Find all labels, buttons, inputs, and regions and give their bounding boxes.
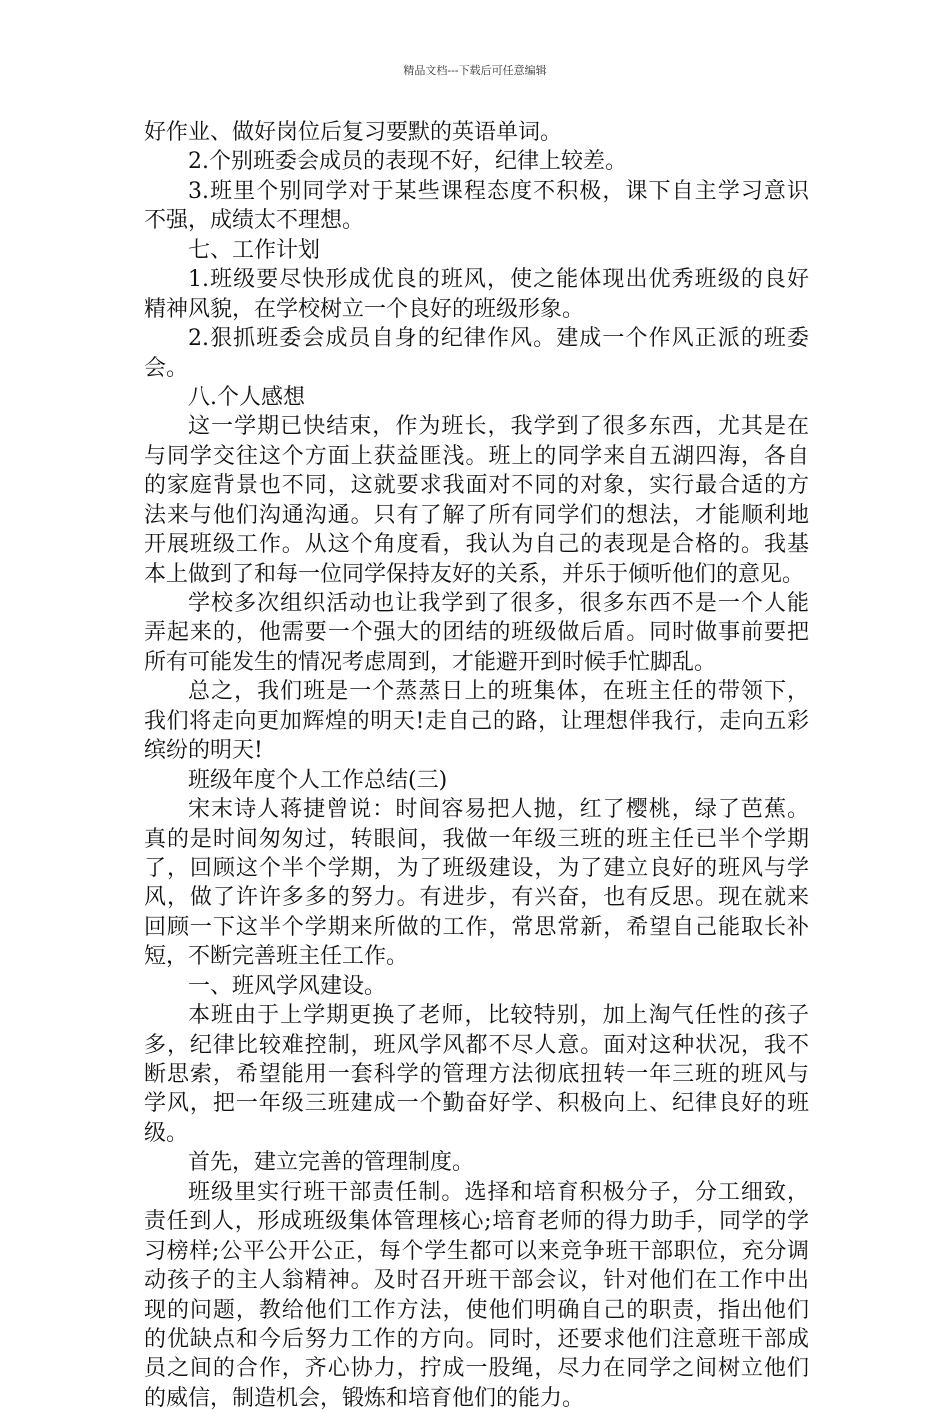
text-line: 1.班级要尽快形成优良的班风，使之能体现出优秀班级的良好 (188, 267, 809, 293)
text-line: 2.个别班委会成员的表现不好，纪律上较差。 (188, 149, 627, 175)
text-line: 了，回顾这个半个学期，为了班级建设，为了建立良好的班风与学 (144, 855, 809, 881)
text-line: 学风，把一年级三班建成一个勤奋好学、积极向上、纪律良好的班 (144, 1091, 809, 1117)
text-line: 习榜样;公平公开公正，每个学生都可以来竞争班干部职位，充分调 (144, 1238, 809, 1264)
text-line: 我们将走向更加辉煌的明天!走自己的路，让理想伴我行，走向五彩 (144, 708, 809, 734)
text-line: 总之，我们班是一个蒸蒸日上的班集体，在班主任的带领下， (188, 679, 809, 705)
text-line: 首先，建立完善的管理制度。 (188, 1150, 475, 1176)
text-line: 宋末诗人蒋捷曾说：时间容易把人抛，红了樱桃，绿了芭蕉。 (188, 797, 809, 823)
text-line: 缤纷的明天! (144, 738, 263, 764)
text-line: 动孩子的主人翁精神。及时召开班干部会议，针对他们在工作中出 (144, 1268, 809, 1294)
text-line: 学校多次组织活动也让我学到了很多，很多东西不是一个人能 (188, 591, 809, 616)
text-line: 多，纪律比较难控制，班风学风都不尽人意。面对这种状况，我不 (144, 1032, 809, 1058)
text-line: 好作业、做好岗位后复习要默的英语单词。 (144, 120, 563, 145)
text-line: 的威信，制造机会，锻炼和培育他们的能力。 (144, 1385, 585, 1411)
text-line: 一、班风学风建设。 (188, 973, 387, 999)
text-line: 本班由于上学期更换了老师，比较特别，加上淘气任性的孩子 (188, 1003, 809, 1029)
text-line: 责任到人，形成班级集体管理核心;培育老师的得力助手，同学的学 (144, 1209, 809, 1235)
document-body (144, 118, 809, 1413)
text-line: 风，做了许许多多的努力。有进步，有兴奋，也有反思。现在就来 (144, 885, 809, 911)
text-line: 不强，成绩太不理想。 (144, 208, 365, 234)
text-line: 班级年度个人工作总结(三) (188, 767, 448, 793)
text-line: 八.个人感想 (188, 384, 305, 410)
text-line: 的优缺点和今后努力工作的方向。同时，还要求他们注意班干部成 (144, 1326, 809, 1352)
text-line: 精神风貌，在学校树立一个良好的班级形象。 (144, 296, 585, 322)
text-line: 3.班里个别同学对于某些课程态度不积极，课下自主学习意识 (188, 178, 809, 204)
text-line: 级。 (144, 1120, 189, 1146)
text-line: 现的问题，教给他们工作方法，使他们明确自己的职责，指出他们 (144, 1297, 809, 1323)
text-line: 本上做到了和每一位同学保持友好的关系，并乐于倾听他们的意见。 (144, 561, 805, 587)
text-line: 弄起来的，他需要一个强大的团结的班级做后盾。同时做事前要把 (144, 620, 809, 646)
text-line: 法来与他们沟通沟通。只有了解了所有同学们的想法，才能顺利地 (144, 502, 809, 528)
text-line: 真的是时间匆匆过，转眼间，我做一年级三班的班主任已半个学期 (144, 826, 809, 852)
text-line: 开展班级工作。从这个角度看，我认为自己的表现是合格的。我基 (144, 532, 809, 558)
text-line: 班级里实行班干部责任制。选择和培育积极分子，分工细致， (188, 1179, 809, 1205)
text-line: 短，不断完善班主任工作。 (144, 944, 409, 970)
text-line: 回顾一下这半个学期来所做的工作，常思常新，希望自己能取长补 (144, 914, 809, 940)
text-line: 七、工作计划 (188, 237, 321, 263)
text-line: 这一学期已快结束，作为班长，我学到了很多东西，尤其是在 (188, 414, 809, 440)
text-line: 2.狠抓班委会成员自身的纪律作风。建成一个作风正派的班委 (188, 326, 809, 352)
page-header: 精品文档---下载后可任意编辑 (403, 64, 547, 77)
text-line: 所有可能发生的情况考虑周到，才能避开到时候手忙脚乱。 (144, 649, 717, 675)
text-line: 的家庭背景也不同，这就要求我面对不同的对象，实行最合适的方 (144, 473, 809, 499)
text-line: 断思索，希望能用一套科学的管理方法彻底扭转一年三班的班风与 (144, 1062, 809, 1087)
text-line: 会。 (144, 355, 189, 381)
text-line: 员之间的合作，齐心协力，拧成一股绳，尽力在同学之间树立他们 (144, 1356, 809, 1382)
text-line: 与同学交往这个方面上获益匪浅。班上的同学来自五湖四海，各自 (144, 443, 809, 469)
